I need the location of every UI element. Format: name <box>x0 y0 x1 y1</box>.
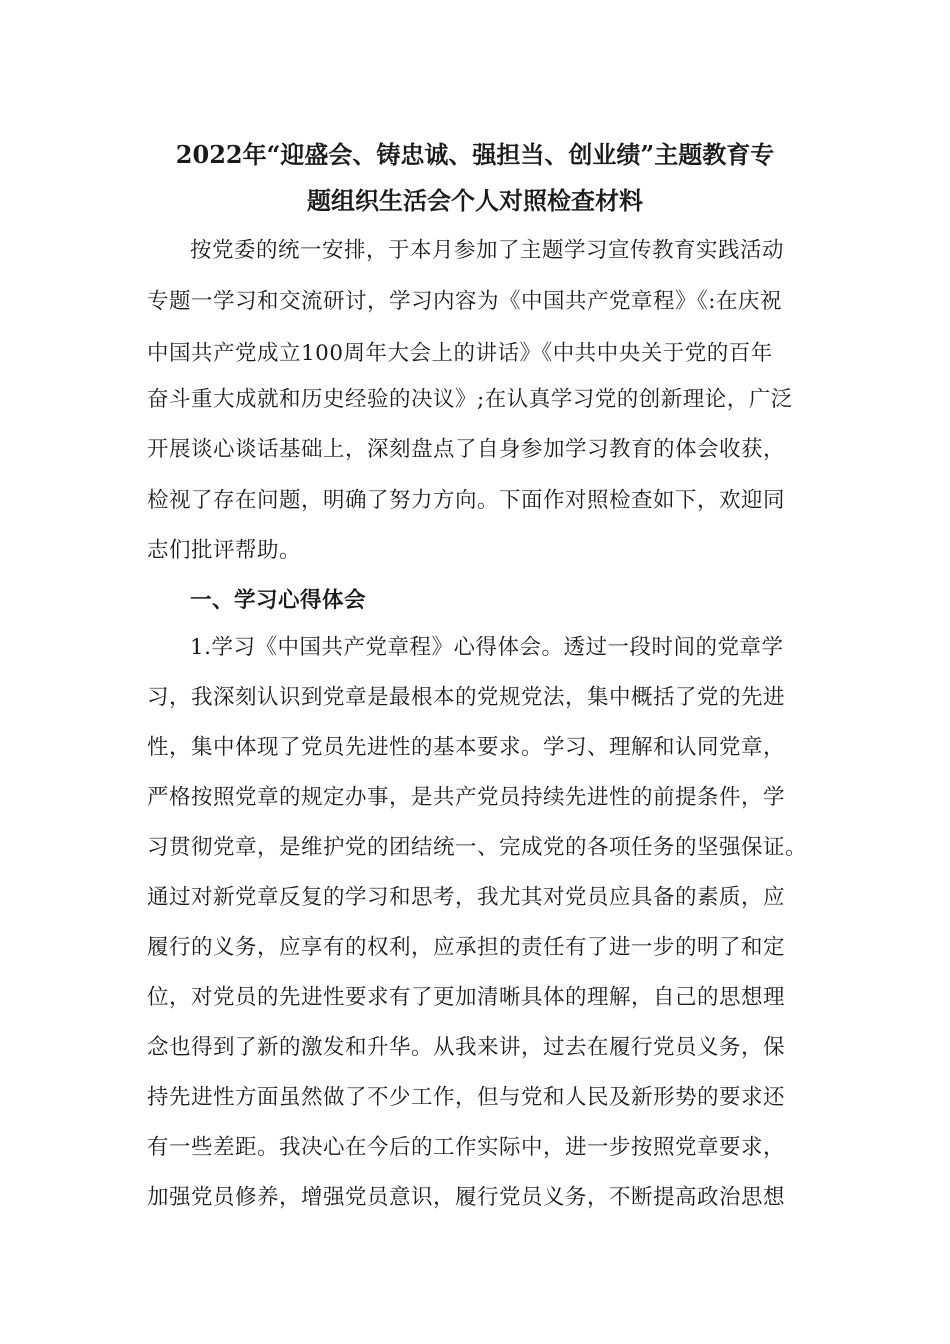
section-line-2: 习，我深刻认识到党章是最根本的党规党法，集中概括了党的先进 <box>147 685 786 710</box>
document-title-line-2: 题组织生活会个人对照检查材料 <box>307 186 643 215</box>
section-heading: 一、学习心得体会 <box>190 588 367 613</box>
section-line-12: 加强党员修养，增强党员意识，履行党员义务，不断提高政治思想 <box>147 1185 786 1210</box>
section-line-11: 有一些差距。我决心在今后的工作实际中，进一步按照党章要求， <box>147 1135 786 1160</box>
section-line-3: 性，集中体现了党员先进性的基本要求。学习、理解和认同党章， <box>147 735 786 760</box>
intro-line-6: 检视了存在问题，明确了努力方向。下面作对照检查如下，欢迎同 <box>147 488 786 513</box>
intro-line-3: 中国共产党成立100周年大会上的讲话》《中共中央关于党的百年 <box>147 341 773 366</box>
section-line-6: 通过对新党章反复的学习和思考，我尤其对党员应具备的素质，应 <box>147 885 786 910</box>
intro-line-1: 按党委的统一安排，于本月参加了主题学习宣传教育实践活动 <box>190 238 785 263</box>
section-line-5: 习贯彻党章，是维护党的团结统一、完成党的各项任务的坚强保证。 <box>147 835 808 860</box>
section-line-9: 念也得到了新的激发和升华。从我来讲，过去在履行党员义务，保 <box>147 1035 786 1060</box>
section-line-10: 持先进性方面虽然做了不少工作，但与党和人民及新形势的要求还 <box>147 1085 786 1110</box>
section-line-1: 1.学习《中国共产党章程》心得体会。透过一段时间的党章学 <box>190 635 784 660</box>
section-line-7: 履行的义务，应享有的权利，应承担的责任有了进一步的明了和定 <box>147 935 786 960</box>
document-title-line-1: 2022年“迎盛会、铸忠诚、强担当、创业绩”主题教育专 <box>175 140 775 169</box>
intro-line-5: 开展谈心谈话基础上，深刻盘点了自身参加学习教育的体会收获， <box>147 437 786 462</box>
section-line-4: 严格按照党章的规定办事，是共产党员持续先进性的前提条件，学 <box>147 785 786 810</box>
intro-line-7: 志们批评帮助。 <box>147 538 302 563</box>
intro-line-4: 奋斗重大成就和历史经验的决议》;在认真学习党的创新理论，广泛 <box>147 387 793 412</box>
intro-line-2: 专题一学习和交流研讨，学习内容为《中国共产党章程》《:在庆祝 <box>147 289 782 314</box>
section-line-8: 位，对党员的先进性要求有了更加清晰具体的理解，自己的思想理 <box>147 985 786 1010</box>
